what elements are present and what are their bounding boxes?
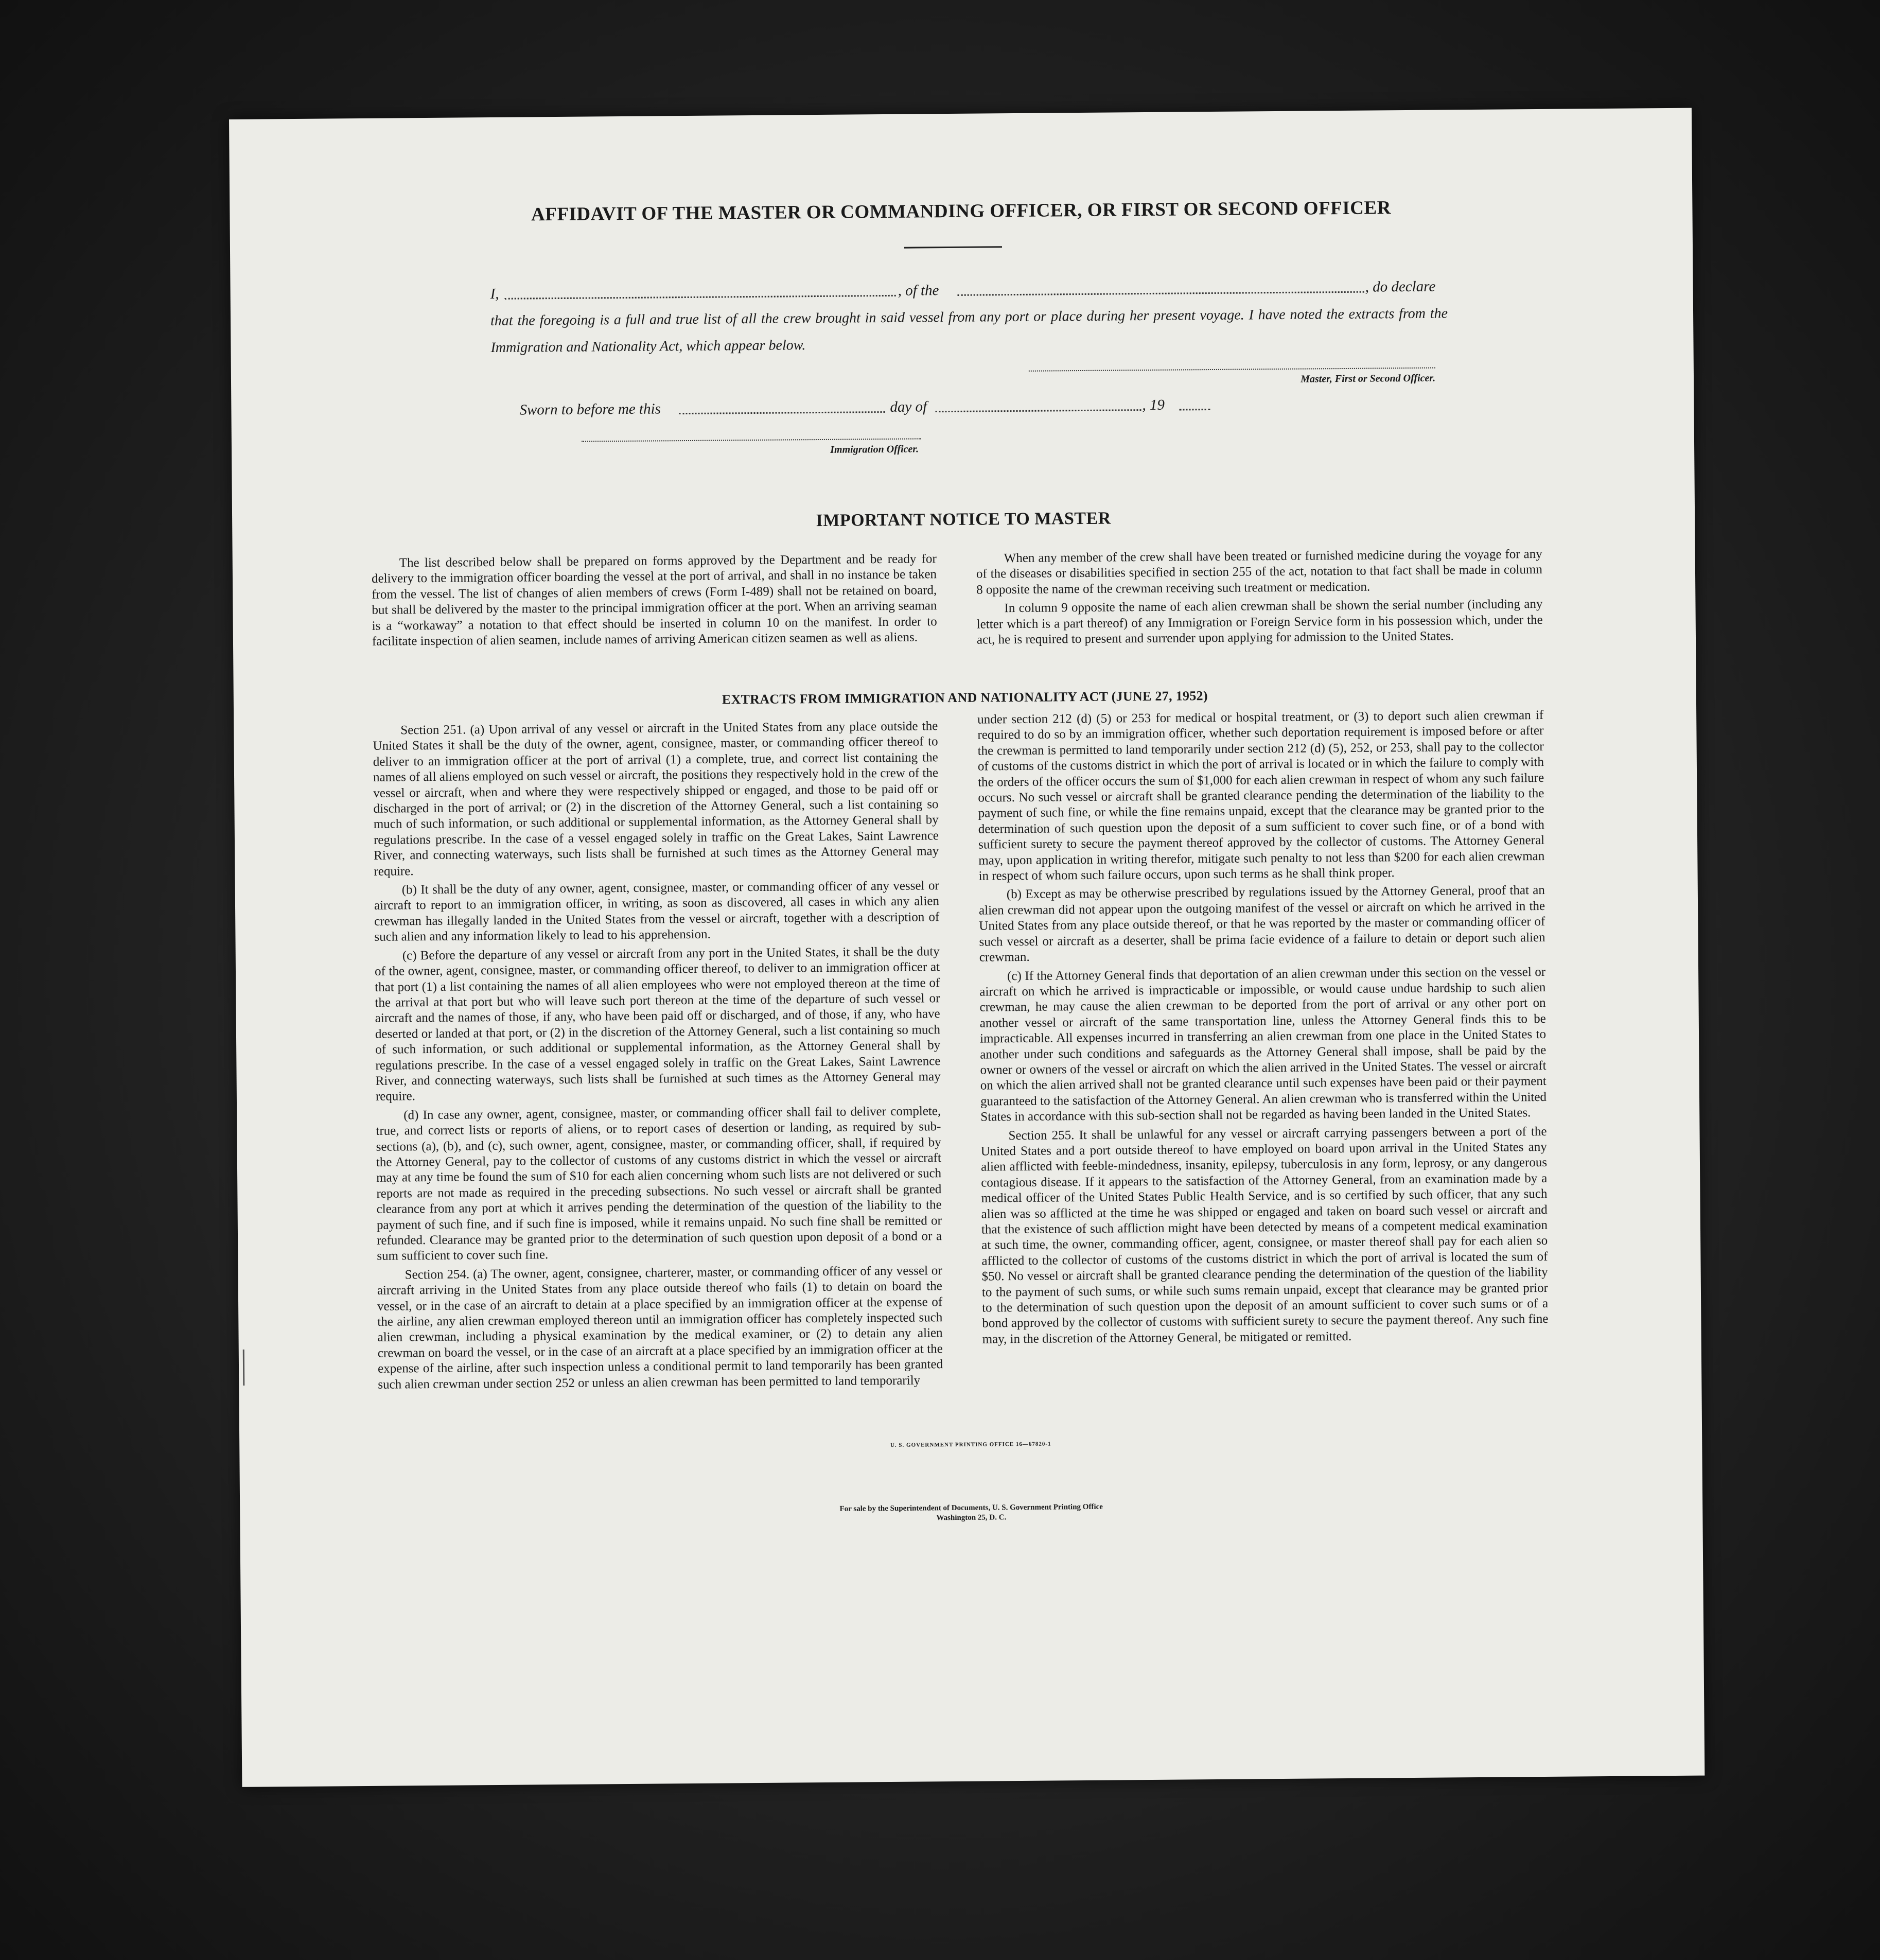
section-251-c: (c) Before the departure of any vessel or aircraft from any port in the United States, it shall be the duty of the owner, agent, consignee, master, or commanding officer thereof, to deliver to an immigration officer at that port (1) a list containing the names of all alien employees who were not employed thereon at the time of the arrival at that port but who will leave such port thereon at the time of the departure of such vessel or aircraft and the names of those, if any, who have been paid off or discharged, and of those, if any, who have deserted or landed at that port, or (2) in the discretion of the Attorney General, such a list containing so much of such information, or such additional or supplemental information, as the Attorney General shall by regulations prescribe. In the case of a vessel engaged solely in traffic on the Great Lakes, Saint Lawrence River, and connecting waterways, such lists shall be furnished at such times as the Attorney General may require.	[374, 944, 941, 1104]
do-declare-label: , do declare	[1365, 278, 1436, 295]
of-the-label: , of the	[898, 282, 939, 299]
notice-paragraph: When any member of the crew shall have been treated or furnished medicine during the voyage for any of the diseases or disabilities specified in section 255 of the act, notation to that fact shall be made in column 8 opposite the name of the crewman receiving such treatment or medication.	[976, 547, 1543, 597]
printing-office-line: U. S. GOVERNMENT PRINTING OFFICE 16—67820-1	[890, 1441, 1051, 1448]
notice-paragraph: In column 9 opposite the name of each alien crewman shall be shown the serial number (including any letter which is a part thereof) of any Immigration or Foreign Service form in his possession which, under the act, he is required to present and surrender upon applying for admission to the United States.	[976, 597, 1543, 647]
sworn-year-field[interactable]	[1179, 409, 1210, 410]
day-of-label: day of	[890, 398, 927, 415]
title-rule	[904, 246, 1002, 248]
section-251-d: (d) In case any owner, agent, consignee, master, or commanding officer shall fail to deliver complete, true, and correct lists or reports of aliens, or to report cases of desertion or landing, as required by sub-sections (a), (b), and (c), such owner, agent, consignee, master, or commanding officer, shall, if required by the Attorney General, pay to the collector of customs of any customs district in which the vessel or aircraft may at any time be found the sum of $10 for each alien concerning whom such lists are not delivered or such reports are not made as required in the preceding subsections. No such vessel or aircraft shall be granted clearance from any port at which it arrives pending the determination of the question of the liability to the payment of such fine, and if such fine is imposed, while it remains unpaid. No such fine shall be remitted or refunded. Clearance may be granted prior to the determination of such question upon deposit of a bond or a sum sufficient to cover such fine.	[376, 1104, 942, 1264]
declaration-body: that the foregoing is a full and true list of all the crew brought in said vessel from any port or place during her present voyage. I have noted the extracts from the Immigration and Nationality Act, which appear below.	[490, 305, 1448, 356]
margin-mark	[243, 1350, 250, 1386]
extracts-title: EXTRACTS FROM IMMIGRATION AND NATIONALITY ACT (JUNE 27, 1952)	[722, 688, 1208, 707]
notice-left-column	[372, 551, 937, 653]
notice-paragraph: The list described below shall be prepared on forms approved by the Department and be ready for delivery to the immigration officer boarding the vessel at the port of arrival, and shall in no instance be taken from the vessel. The list of changes of alien members of crews (Form I-489) shall not be retained on board, but shall be delivered by the master to the principal immigration officer at the port. When an arriving seaman is a “workaway” a notation to that effect should be inserted in column 10 on the manifest. In order to facilitate inspection of alien seamen, include names of arriving American citizen seamen as well as aliens.	[371, 552, 937, 649]
immigration-officer-caption: Immigration Officer.	[830, 443, 919, 456]
affidavit-title: AFFIDAVIT OF THE MASTER OR COMMANDING OFFICER, OR FIRST OR SECOND OFFICER	[531, 197, 1391, 225]
section-251-b: (b) It shall be the duty of any owner, agent, consignee, master, or commanding officer of any vessel or aircraft to report to an immigration officer, in writing, as soon as discovered, all cases in which any alien crewman has illegally landed in the United States from the vessel or aircraft, together with a description of such alien and any information likely to lead to his apprehension.	[374, 879, 940, 944]
sworn-label: Sworn to before me this	[519, 400, 661, 418]
sale-notice-line-2: Washington 25, D. C.	[936, 1513, 1007, 1522]
document-page	[229, 108, 1705, 1787]
declaration-line	[490, 269, 1448, 303]
sale-notice-line-1: For sale by the Superintendent of Documents, U. S. Government Printing Office	[839, 1502, 1103, 1513]
immigration-officer-signature-line[interactable]	[582, 438, 921, 442]
vessel-field-line[interactable]	[958, 291, 1364, 296]
section-255: Section 255. It shall be unlawful for any vessel or aircraft carrying passengers between a port of the United States and a port outside thereof to have employed on board upon arrival in the United States any alien afflicted with feeble-mindedness, insanity, epilepsy, tuberculosis in any form, leprosy, or any dangerous contagious disease. If it appears to the satisfaction of the Attorney General, from an examination made by a medical officer of the United States Public Health Service, and is so certified by such officer, that any such alien was so afflicted at the time he was shipped or engaged and taken on board such vessel or aircraft and that the existence of such affliction might have been detected by means of a competent medical examination at such time, the owner, commanding officer, agent, consignee, or master thereof shall pay for each alien so afflicted to the collector of customs of the customs district in which the port of arrival is located the sum of $50. No vessel or aircraft shall be granted clearance pending the determination of the question of the liability to the payment of such sums, or while such sums remain unpaid, except that clearance may be granted prior to the determination of such question upon the deposit of an amount sufficient to cover such sums or of a bond approved by the collector of customs with sufficient surety to secure the payment thereof. Any such fine may, in the discretion of the Attorney General, be mitigated or remitted.	[980, 1124, 1549, 1346]
year-label: , 19	[1142, 396, 1165, 414]
sworn-month-field[interactable]	[935, 409, 1141, 412]
master-signature-line[interactable]	[1029, 367, 1435, 372]
master-signature-caption: Master, First or Second Officer.	[1301, 372, 1436, 385]
section-254-a: Section 254. (a) The owner, agent, consignee, charterer, master, or commanding officer of any vessel or aircraft arriving in the United States from any place outside thereof who fails (1) to detain on board the vessel, or in the case of an aircraft to detain at a place specified by an immigration officer at the expense of the airline, any alien crewman employed thereon until an immigration officer has completely inspected such alien crewman, including a physical examination by the medical examiner, or (2) to detain any alien crewman on board the vessel, or in the case of an aircraft at a place specified by an immigration officer at the expense of the airline, after such inspection unless a conditional permit to land temporarily has been granted such alien crewman under section 252 or unless an alien crewman has been permitted to land temporarily	[377, 1263, 943, 1392]
i-label: I,	[490, 285, 499, 303]
notice-title: IMPORTANT NOTICE TO MASTER	[816, 509, 1111, 531]
sworn-day-field[interactable]	[679, 411, 885, 414]
sworn-line	[519, 390, 1240, 419]
section-254-a-continued: under section 212 (d) (5) or 253 for medical or hospital treatment, or (3) to deport such alien crewman if required to do so by an immigration officer, whether such deportation requirement is imposed before or after the crewman is permitted to land temporarily under section 212 (d) (5), 252, or 253, shall pay to the collector of customs of the customs district in which the port of arrival is located or in which the failure to comply with the orders of the officer occurs the sum of $1,000 for each alien crewman in respect of whom any such failure occurs. No such vessel or aircraft shall be granted clearance pending the determination of the liability to the payment of such fine, or while the fine remains unpaid, except that the clearance may be granted prior to the determination of such question upon the deposit of a sum sufficient to cover such fine, or of a bond with sufficient surety to secure the payment thereof approved by the collector of customs. The Attorney General may, upon application in writing therefor, mitigate such penalty to not less than $200 for each alien crewman in respect of whom such failure occurs, upon such terms as he shall think proper.	[977, 708, 1545, 883]
name-field-line[interactable]	[505, 295, 896, 300]
section-251-a: Section 251. (a) Upon arrival of any vessel or aircraft in the United States from any place outside the United States it shall be the duty of the owner, agent, consignee, master, or commanding officer thereof to deliver to an immigration officer at the port of arrival (1) a complete, true, and correct list containing the names of all aliens employed on such vessel or aircraft, the positions they respectively hold in the crew of the vessel or aircraft, when and where they were respectively shipped or engaged, and those to be paid off or discharged in the port of arrival; or (2) in the discretion of the Attorney General, such a list containing so much of such information, or such additional or supplemental information, as the Attorney General shall by regulations prescribe. In the case of a vessel engaged solely in traffic on the Great Lakes, Saint Lawrence River, and connecting waterways, such lists shall be furnished at such times as the Attorney General may require.	[373, 719, 939, 879]
extracts-left-column	[373, 719, 943, 1396]
sale-notice	[240, 1498, 1702, 1529]
section-254-b: (b) Except as may be otherwise prescribed by regulations issued by the Attorney General, proof that an alien crewman did not appear upon the outgoing manifest of the vessel or aircraft on which he arrived in the United States from any place outside thereof, or that he was reported by the master or commanding officer of such vessel or aircraft as a deserter, shall be prima facie evidence of a failure to detain or deport such alien crewman.	[979, 883, 1545, 965]
section-254-c: (c) If the Attorney General finds that deportation of an alien crewman under this section on the vessel or aircraft on which he arrived is impracticable or impossible, or would cause undue hardship to such alien crewman, he may cause the alien crewman to be deported from the port of arrival or any other port on another vessel or aircraft of the same transportation line, unless the Attorney General finds this to be impracticable. All expenses incurred in transferring an alien crewman from one place in the United States to another under such conditions and safeguards as the Attorney General shall impose, shall be paid by the owner or owners of the vessel or aircraft on which the alien arrived in the United States. The vessel or aircraft on which the alien arrived shall not be granted clearance until such expenses have been paid or their payment guaranteed to the satisfaction of the Attorney General. An alien crewman who is transferred within the United States in accordance with this sub-section shall not be regarded as having been landed in the United States.	[979, 965, 1547, 1124]
notice-right-column	[976, 547, 1543, 651]
extracts-right-column	[977, 708, 1549, 1351]
